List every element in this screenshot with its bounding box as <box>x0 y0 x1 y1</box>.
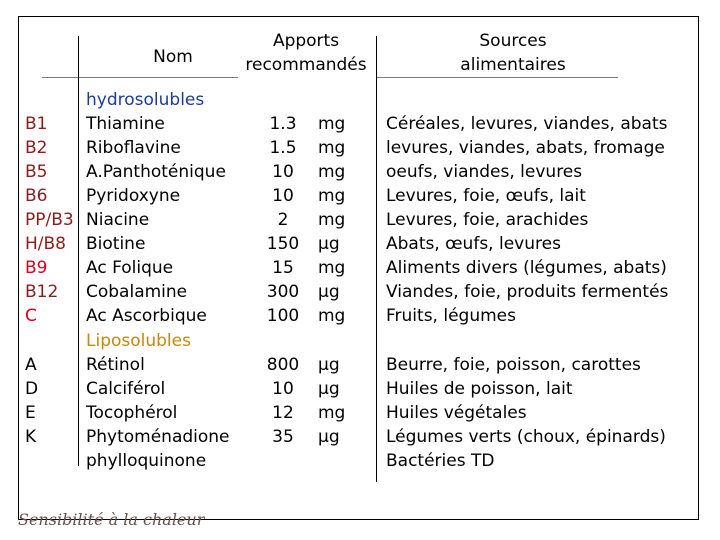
table-row <box>0 160 720 184</box>
recommended-amount: 12 <box>272 403 294 423</box>
food-sources: Aliments divers (légumes, abats) <box>386 258 667 278</box>
table-row <box>0 280 720 304</box>
food-sources: levures, viandes, abats, fromage <box>386 138 665 158</box>
group-row-hydro <box>0 88 720 112</box>
recommended-amount: 10 <box>272 186 294 206</box>
vitamin-code: PP/B3 <box>25 210 74 230</box>
table-row <box>0 256 720 280</box>
food-sources: oeufs, viandes, levures <box>386 162 583 182</box>
vitamin-code: B9 <box>25 258 48 278</box>
recommended-amount: 2 <box>277 210 289 230</box>
food-sources: Légumes verts (choux, épinards) <box>386 427 666 447</box>
recommended-amount: 1.3 <box>269 114 297 134</box>
food-sources: Beurre, foie, poisson, carottes <box>386 355 641 375</box>
vitamin-name: Pyridoxyne <box>86 186 181 206</box>
recommended-amount: 10 <box>272 379 294 399</box>
recommended-amount: 10 <box>272 162 294 182</box>
vitamin-code: B5 <box>25 162 48 182</box>
vitamin-code: H/B8 <box>25 234 66 254</box>
recommended-amount: 150 <box>266 234 300 254</box>
vitamin-code: A <box>25 355 37 375</box>
vitamin-name: Phytoménadione <box>86 427 230 447</box>
food-sources: Viandes, foie, produits fermentés <box>386 282 669 302</box>
vitamin-name: Calciférol <box>86 379 166 399</box>
footnote: Sensibilité à la chaleur <box>18 510 205 529</box>
vitamin-code: D <box>25 379 39 399</box>
vitamin-name: Rétinol <box>86 355 145 375</box>
vitamin-code: B12 <box>25 282 59 302</box>
amount-unit: µg <box>318 234 340 254</box>
header-rule-right <box>376 77 618 78</box>
vitamin-name: Ac Ascorbique <box>86 306 207 326</box>
food-sources: Huiles de poisson, lait <box>386 379 573 399</box>
amount-unit: mg <box>318 210 346 230</box>
table-row <box>0 184 720 208</box>
group-label-liposolubles: Liposolubles <box>86 331 191 351</box>
amount-unit: mg <box>318 138 346 158</box>
table-row <box>0 353 720 377</box>
vitamin-name: Riboflavine <box>86 138 181 158</box>
table-row <box>0 425 720 449</box>
vitamin-code: B2 <box>25 138 48 158</box>
recommended-amount: 100 <box>266 306 300 326</box>
vitamin-name: A.Panthoténique <box>86 162 226 182</box>
amount-unit: mg <box>318 403 346 423</box>
vitamin-name: Tocophérol <box>86 403 178 423</box>
amount-unit: mg <box>318 306 346 326</box>
recommended-amount: 1.5 <box>269 138 297 158</box>
table-row <box>0 208 720 232</box>
food-sources: Levures, foie, œufs, lait <box>386 186 586 206</box>
vitamin-name: Ac Folique <box>86 258 174 278</box>
recommended-amount: 800 <box>266 355 300 375</box>
vitamin-code: B1 <box>25 114 48 134</box>
amount-unit: mg <box>318 162 346 182</box>
vitamin-code: K <box>25 427 37 447</box>
vitamin-name: Niacine <box>86 210 150 230</box>
vitamin-code: C <box>25 306 37 326</box>
recommended-amount: 35 <box>272 427 294 447</box>
amount-unit: µg <box>318 427 340 447</box>
table-row <box>0 136 720 160</box>
amount-unit: µg <box>318 379 340 399</box>
table-row <box>0 377 720 401</box>
header-sources: Sources alimentaires <box>460 31 566 75</box>
food-sources: Céréales, levures, viandes, abats <box>386 114 668 134</box>
food-sources: Bactéries TD <box>386 451 495 471</box>
food-sources: Huiles végétales <box>386 403 527 423</box>
table-row <box>0 112 720 136</box>
table-row <box>0 232 720 256</box>
food-sources: Abats, œufs, levures <box>386 234 561 254</box>
header-rule-left <box>42 77 238 78</box>
group-label-hydrosolubles: hydrosolubles <box>86 90 205 110</box>
recommended-amount: 300 <box>266 282 300 302</box>
vitamin-code: B6 <box>25 186 48 206</box>
group-row-lipo <box>0 329 720 353</box>
recommended-amount: 15 <box>272 258 294 278</box>
amount-unit: mg <box>318 258 346 278</box>
table-row <box>0 304 720 328</box>
vitamin-name: phylloquinone <box>86 451 207 471</box>
vitamin-name: Thiamine <box>86 114 165 134</box>
amount-unit: µg <box>318 355 340 375</box>
food-sources: Levures, foie, arachides <box>386 210 589 230</box>
vitamin-name: Biotine <box>86 234 146 254</box>
food-sources: Fruits, légumes <box>386 306 516 326</box>
header-apports: Apports recommandés <box>245 31 367 75</box>
vitamin-name: Cobalamine <box>86 282 188 302</box>
header-nom: Nom <box>153 47 193 67</box>
amount-unit: µg <box>318 282 340 302</box>
amount-unit: mg <box>318 114 346 134</box>
table-row <box>0 401 720 425</box>
vitamin-code: E <box>25 403 36 423</box>
amount-unit: mg <box>318 186 346 206</box>
table-row <box>0 449 720 473</box>
